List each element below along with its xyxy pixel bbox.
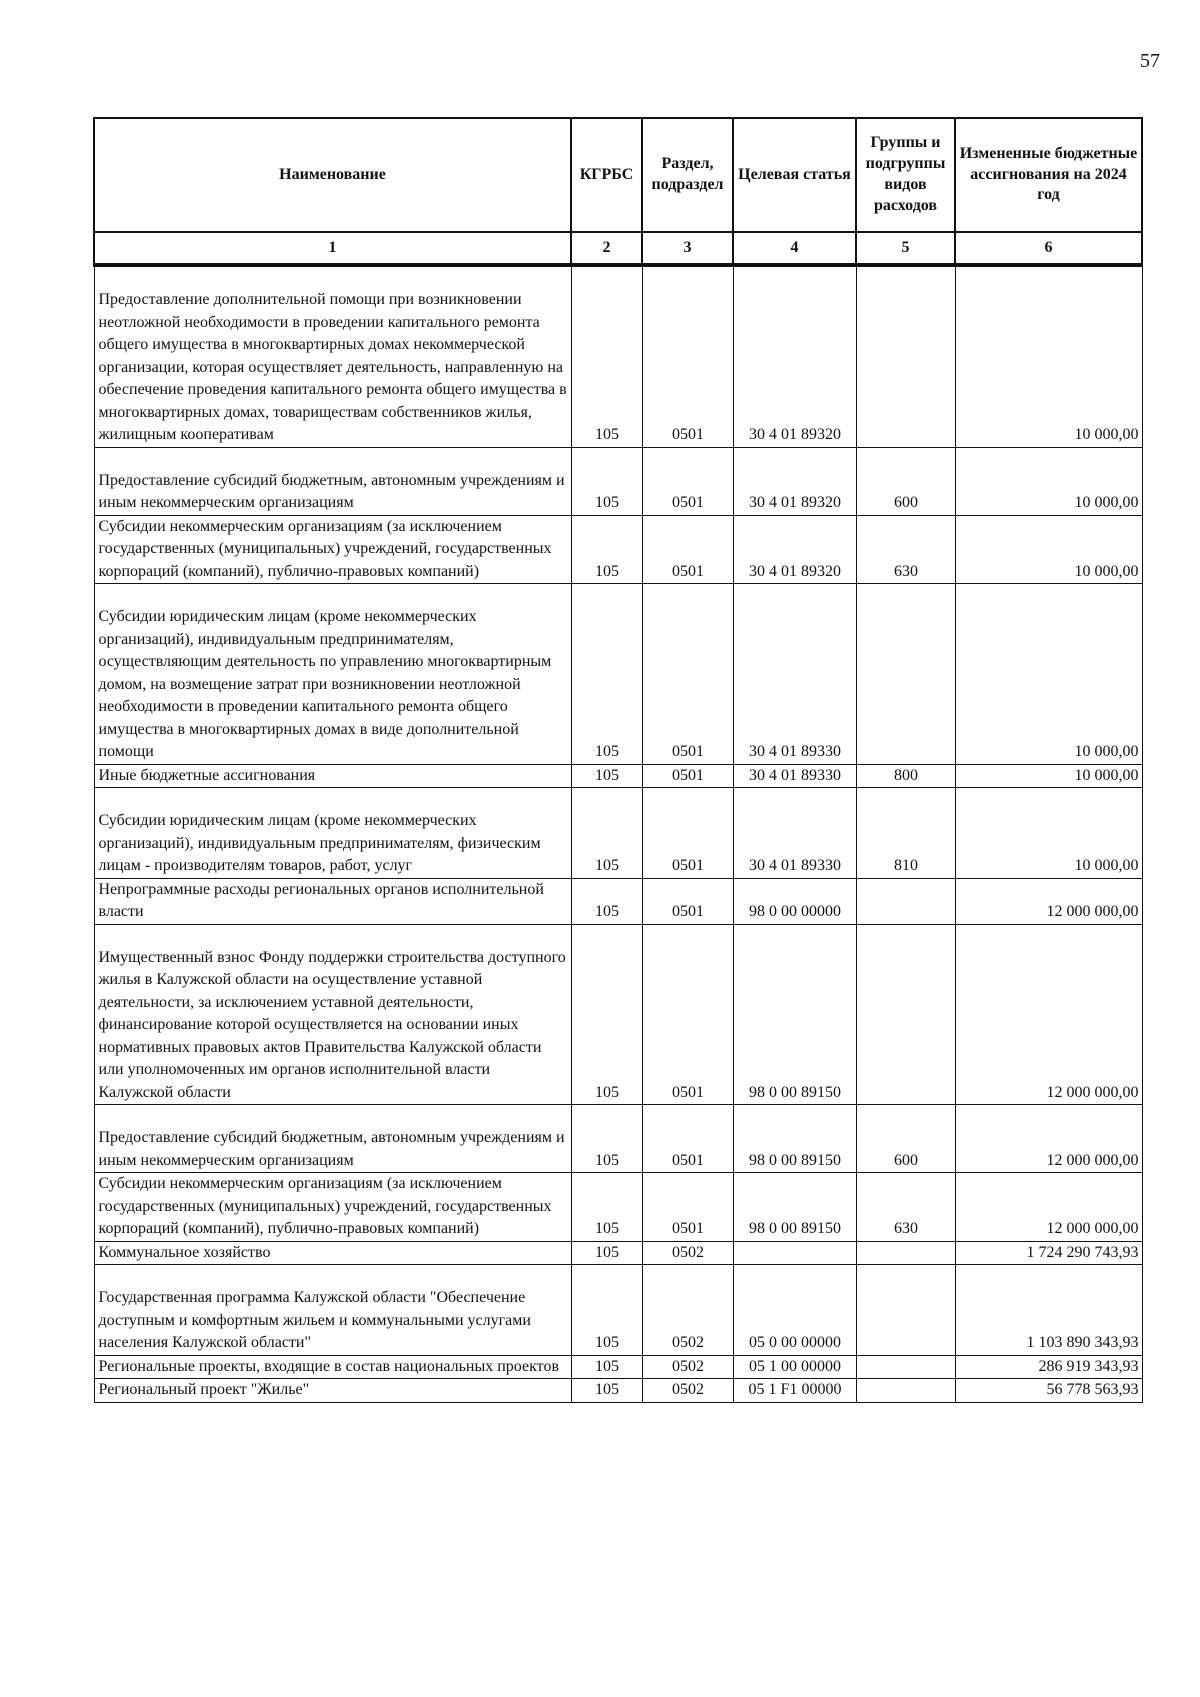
cell-target-text: 98 0 00 89150: [749, 1220, 841, 1237]
cell-name-text: Коммунальное хозяйство: [98, 1243, 271, 1261]
cell-kgrbs: [571, 1355, 642, 1379]
cell-target-text: 30 4 01 89320: [749, 494, 841, 511]
cell-group: [856, 1265, 955, 1356]
cell-target: [733, 788, 856, 879]
cell-target: [733, 924, 856, 1105]
table-row: [94, 1379, 1142, 1403]
cell-kgrbs: [571, 878, 642, 924]
cell-amount-text: 56 778 563,93: [1046, 1381, 1139, 1398]
table-row: [94, 764, 1142, 788]
cell-amount: [955, 447, 1142, 515]
cell-name-text: Региональный проект "Жилье": [98, 1381, 310, 1398]
cell-target: [733, 1105, 856, 1173]
header-group: Группы и подгруппы видов расходов: [856, 118, 955, 232]
cell-section: [642, 764, 733, 788]
cell-group: [856, 265, 955, 447]
table-row: [94, 1105, 1142, 1173]
cell-group: [856, 764, 955, 788]
header-kgrbs: КГРБС: [571, 118, 642, 232]
cell-name: [94, 764, 571, 788]
cell-kgrbs: [571, 1173, 642, 1242]
cell-kgrbs: [571, 1265, 642, 1356]
cell-section-text: 0501: [672, 1151, 704, 1169]
cell-name-text: Имущественный взнос Фонду поддержки строительства доступного жилья в Калужской области на осуществление уставной деятельности, за исключением уставной деятельности, финансирование которой осуществляется на основании иных нормативных правовых актов Правительства Калужской области или уполномоченных им органов исполнительной власти Калужской области: [98, 948, 566, 1101]
cell-group: [856, 1105, 955, 1173]
cell-name-text: Предоставление субсидий бюджетным, автономным учреждениям и иным некоммерческим организациям: [98, 1129, 565, 1169]
table-row: [94, 265, 1142, 447]
cell-target-text: 98 0 00 89150: [749, 1083, 841, 1101]
cell-name-text: Субсидии юридическим лицам (кроме некоммерческих организаций), индивидуальным предпринимателям, физическим лицам - производителям товаров, работ, услуг: [98, 812, 541, 874]
cell-section: [642, 1173, 733, 1242]
cell-target: [733, 447, 856, 515]
cell-name-text: Государственная программа Калужской области "Обеспечение доступным и комфортным жильем и коммунальными услугами населения Калужской области": [98, 1289, 531, 1351]
cell-target-text: 05 1 F1 00000: [748, 1381, 842, 1398]
table-row: [94, 924, 1142, 1105]
cell-name-text: Предоставление субсидий бюджетным, автономным учреждениям и иным некоммерческим организациям: [98, 471, 565, 511]
table-row: [94, 515, 1142, 584]
cell-target: [733, 1241, 856, 1265]
cell-group-text: 800: [894, 766, 918, 784]
cell-name: [94, 1173, 571, 1242]
cell-target: [733, 515, 856, 584]
cell-section: [642, 878, 733, 924]
cell-section-text: 0502: [672, 1334, 704, 1351]
cell-amount-text: 12 000 000,00: [1046, 1083, 1139, 1101]
cell-name: [94, 265, 571, 447]
cell-section-text: 0501: [672, 1220, 704, 1237]
cell-group-text: 600: [894, 1151, 918, 1169]
page-number: 57: [1140, 50, 1160, 72]
cell-amount-text: 1 103 890 343,93: [1026, 1334, 1139, 1351]
column-number-row: [94, 232, 1142, 265]
cell-section-text: 0502: [672, 1381, 704, 1398]
cell-name-text: Непрограммные расходы региональных органов исполнительной власти: [98, 880, 544, 920]
cell-group: [856, 788, 955, 879]
cell-amount: [955, 764, 1142, 788]
cell-amount: [955, 584, 1142, 765]
cell-amount-text: 286 919 343,93: [1038, 1357, 1139, 1375]
cell-kgrbs-text: 105: [595, 903, 619, 920]
cell-section-text: 0501: [672, 766, 704, 784]
cell-group-text: 600: [894, 494, 918, 511]
cell-group: [856, 447, 955, 515]
cell-name: [94, 1379, 571, 1403]
column-number: 5: [856, 232, 955, 265]
cell-name-text: Субсидии некоммерческим организациям (за исключением государственных (муниципальных) учреждений, государственных корпораций (компаний), публично-правовых компаний): [98, 517, 552, 580]
cell-name: [94, 878, 571, 924]
cell-kgrbs-text: 105: [595, 766, 619, 784]
cell-amount-text: 10 000,00: [1074, 743, 1139, 760]
cell-kgrbs-text: 105: [595, 562, 619, 580]
cell-target: [733, 584, 856, 765]
cell-amount: [955, 1379, 1142, 1403]
cell-kgrbs-text: 105: [595, 1357, 619, 1375]
cell-section-text: 0502: [672, 1357, 704, 1375]
cell-group-text: 810: [894, 857, 918, 874]
column-number: 3: [642, 232, 733, 265]
cell-name-text: Предоставление дополнительной помощи при возникновении неотложной необходимости в проведении капитального ремонта общего имущества в многоквартирных домах некоммерческой организации, которая осуществляет деятельность, направленную на обеспечение проведения капитального ремонта общего имущества в многоквартирных домах, товариществам собственников жилья, жилищным кооперативам: [98, 291, 567, 443]
cell-section-text: 0501: [672, 494, 704, 511]
cell-target-text: 05 0 00 00000: [749, 1334, 841, 1351]
table-row: [94, 1173, 1142, 1242]
table-row: [94, 788, 1142, 879]
cell-section: [642, 1265, 733, 1356]
header-amount: Измененные бюджетные ассигнования на 2024 год: [955, 118, 1142, 232]
cell-section: [642, 924, 733, 1105]
cell-group: [856, 515, 955, 584]
cell-kgrbs: [571, 788, 642, 879]
budget-table: [93, 117, 1143, 1403]
cell-kgrbs-text: 105: [595, 857, 619, 874]
cell-amount: [955, 1241, 1142, 1265]
header-section: Раздел, подраздел: [642, 118, 733, 232]
cell-amount-text: 10 000,00: [1074, 766, 1139, 784]
cell-section-text: 0501: [672, 1083, 704, 1101]
cell-amount: [955, 1265, 1142, 1356]
cell-kgrbs: [571, 924, 642, 1105]
cell-name: [94, 1355, 571, 1379]
cell-amount: [955, 265, 1142, 447]
cell-kgrbs-text: 105: [595, 494, 619, 511]
cell-name: [94, 788, 571, 879]
cell-group: [856, 1379, 955, 1403]
cell-amount-text: 12 000 000,00: [1046, 1151, 1139, 1169]
column-number: 2: [571, 232, 642, 265]
cell-group: [856, 1241, 955, 1265]
cell-target-text: 30 4 01 89330: [749, 857, 841, 874]
cell-target: [733, 1355, 856, 1379]
cell-amount-text: 12 000 000,00: [1046, 903, 1139, 920]
cell-target-text: 30 4 01 89330: [749, 766, 841, 784]
cell-kgrbs: [571, 584, 642, 765]
cell-section-text: 0501: [672, 743, 704, 760]
cell-amount: [955, 788, 1142, 879]
cell-name: [94, 1241, 571, 1265]
cell-kgrbs: [571, 265, 642, 447]
cell-section: [642, 1355, 733, 1379]
cell-name: [94, 1265, 571, 1356]
cell-kgrbs: [571, 1379, 642, 1403]
cell-kgrbs-text: 105: [595, 1381, 619, 1398]
cell-target-text: 30 4 01 89320: [749, 562, 841, 580]
cell-name: [94, 447, 571, 515]
cell-amount-text: 12 000 000,00: [1046, 1220, 1139, 1237]
cell-section-text: 0501: [672, 857, 704, 874]
cell-name-text: Субсидии некоммерческим организациям (за исключением государственных (муниципальных) учреждений, государственных корпораций (компаний), публично-правовых компаний): [98, 1175, 552, 1237]
cell-group: [856, 924, 955, 1105]
cell-amount: [955, 515, 1142, 584]
cell-section-text: 0501: [672, 426, 704, 443]
cell-kgrbs: [571, 1241, 642, 1265]
cell-section-text: 0502: [672, 1243, 704, 1261]
table-row: [94, 584, 1142, 765]
cell-group: [856, 1173, 955, 1242]
cell-name: [94, 924, 571, 1105]
cell-name-text: Иные бюджетные ассигнования: [98, 766, 316, 784]
cell-amount: [955, 1105, 1142, 1173]
cell-section: [642, 788, 733, 879]
cell-section: [642, 584, 733, 765]
cell-kgrbs: [571, 1105, 642, 1173]
cell-name: [94, 584, 571, 765]
cell-target: [733, 265, 856, 447]
cell-name: [94, 1105, 571, 1173]
cell-amount: [955, 878, 1142, 924]
column-number: 6: [955, 232, 1142, 265]
cell-section: [642, 447, 733, 515]
cell-group: [856, 1355, 955, 1379]
table-body: [94, 265, 1142, 1402]
cell-section: [642, 515, 733, 584]
cell-section-text: 0501: [672, 903, 704, 920]
cell-name-text: Региональные проекты, входящие в состав национальных проектов: [98, 1357, 559, 1375]
cell-amount-text: 10 000,00: [1074, 426, 1139, 443]
cell-section: [642, 1241, 733, 1265]
cell-amount-text: 1 724 290 743,93: [1026, 1243, 1139, 1261]
cell-section: [642, 1379, 733, 1403]
cell-kgrbs: [571, 764, 642, 788]
cell-target-text: 98 0 00 89150: [749, 1151, 841, 1169]
cell-target-text: 30 4 01 89330: [749, 743, 841, 760]
cell-target: [733, 1379, 856, 1403]
cell-amount: [955, 1173, 1142, 1242]
cell-name: [94, 515, 571, 584]
column-number: 1: [94, 232, 571, 265]
cell-amount-text: 10 000,00: [1074, 562, 1139, 580]
cell-kgrbs: [571, 515, 642, 584]
table-row: [94, 1355, 1142, 1379]
cell-target-text: 30 4 01 89320: [749, 426, 841, 443]
cell-name-text: Субсидии юридическим лицам (кроме некоммерческих организаций), индивидуальным предпринимателям, осуществляющим деятельность по управлению многоквартирным домом, на возмещение затрат при возникновении неотложной необходимости в проведении капитального ремонта общего имущества в многоквартирных домах в виде дополнительной помощи: [98, 608, 552, 760]
column-number: 4: [733, 232, 856, 265]
header-name: Наименование: [94, 118, 571, 232]
cell-amount-text: 10 000,00: [1074, 857, 1139, 874]
cell-kgrbs-text: 105: [595, 1083, 619, 1101]
cell-section: [642, 265, 733, 447]
cell-group-text: 630: [894, 1220, 918, 1237]
cell-target: [733, 1173, 856, 1242]
table-header-row: [94, 118, 1142, 232]
cell-section-text: 0501: [672, 562, 704, 580]
cell-kgrbs: [571, 447, 642, 515]
table-row: [94, 447, 1142, 515]
header-target: Целевая статья: [733, 118, 856, 232]
cell-amount: [955, 1355, 1142, 1379]
cell-group-text: 630: [894, 562, 918, 580]
table-row: [94, 1241, 1142, 1265]
table-row: [94, 878, 1142, 924]
cell-group: [856, 878, 955, 924]
cell-target-text: 05 1 00 00000: [749, 1357, 841, 1375]
cell-target: [733, 764, 856, 788]
cell-target: [733, 1265, 856, 1356]
cell-kgrbs-text: 105: [595, 1151, 619, 1169]
cell-amount-text: 10 000,00: [1074, 494, 1139, 511]
cell-amount: [955, 924, 1142, 1105]
cell-kgrbs-text: 105: [595, 1243, 619, 1261]
cell-kgrbs-text: 105: [595, 1334, 619, 1351]
cell-target: [733, 878, 856, 924]
cell-section: [642, 1105, 733, 1173]
cell-group: [856, 584, 955, 765]
cell-kgrbs-text: 105: [595, 426, 619, 443]
table-row: [94, 1265, 1142, 1356]
cell-kgrbs-text: 105: [595, 743, 619, 760]
cell-kgrbs-text: 105: [595, 1220, 619, 1237]
cell-target-text: 98 0 00 00000: [749, 903, 841, 920]
